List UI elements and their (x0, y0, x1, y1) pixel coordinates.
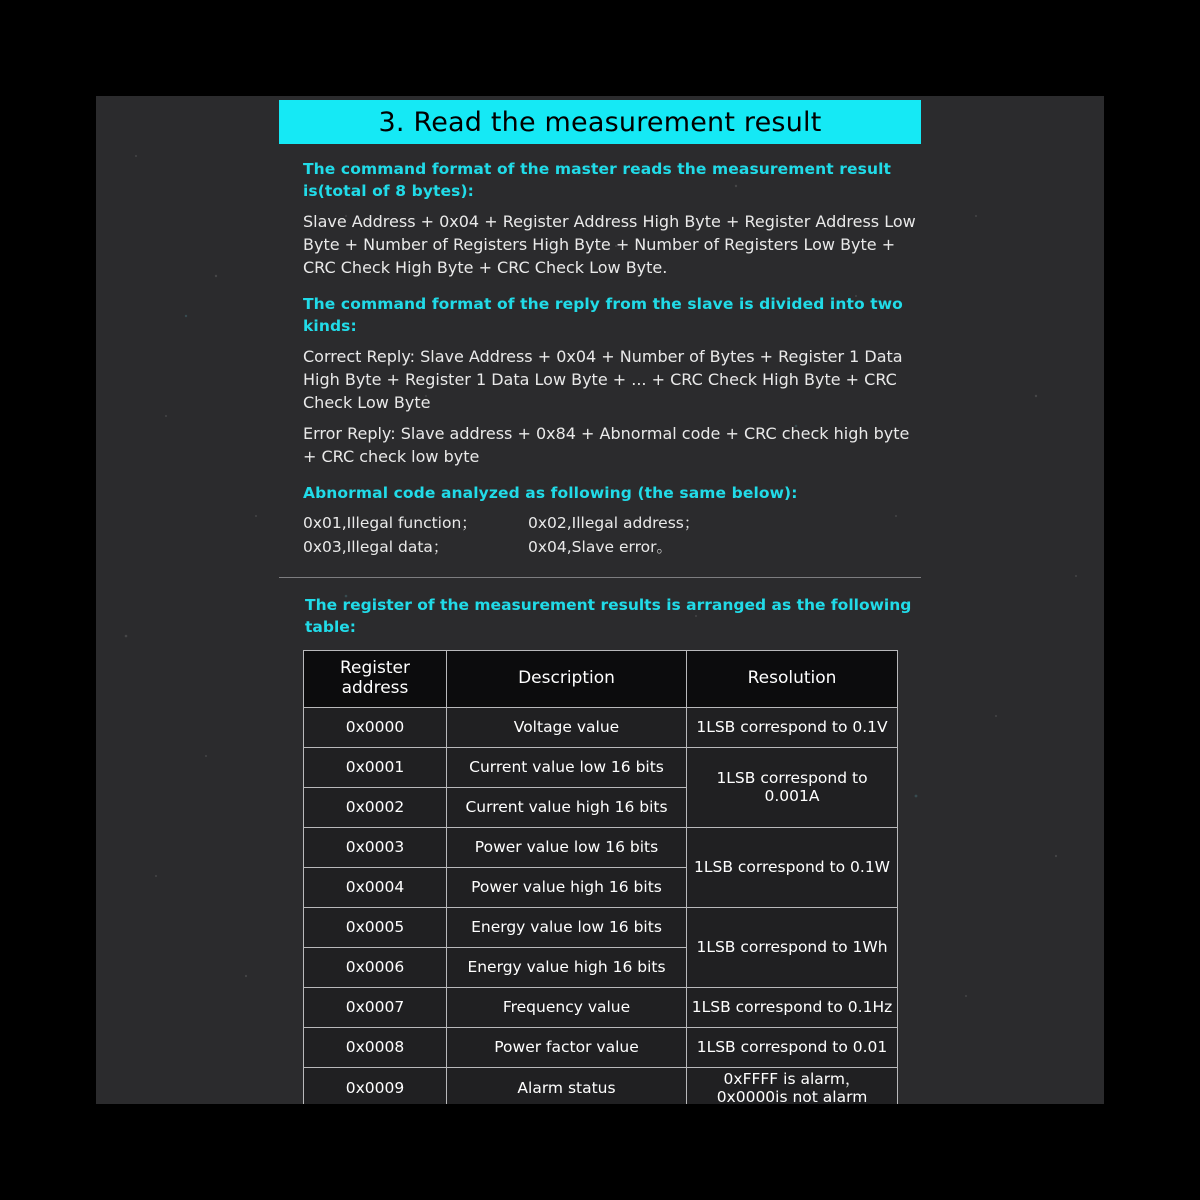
cell-register-address: 0x0009 (304, 1067, 447, 1104)
cell-description: Frequency value (447, 987, 687, 1027)
table-intro-text: The register of the measurement results is arranged as the following table: (305, 595, 912, 636)
cell-register-address: 0x0001 (304, 747, 447, 787)
abnormal-code-item: 0x04,Slave error。 (528, 537, 672, 556)
section-divider (279, 577, 921, 578)
page-title: 3. Read the measurement result (378, 106, 822, 138)
table-row (304, 707, 898, 747)
cell-register-address: 0x0002 (304, 787, 447, 827)
cell-register-address: 0x0007 (304, 987, 447, 1027)
abnormal-code-item: 0x02,Illegal address； (528, 514, 700, 533)
cell-description: Current value low 16 bits (447, 747, 687, 787)
register-table (303, 650, 898, 1104)
column-header-register-address: Register address (304, 650, 447, 707)
cell-resolution: 1LSB correspond to 0.1W (687, 827, 898, 907)
heading-master-command: The command format of the master reads the measurement result is(total of 8 bytes): (303, 160, 892, 200)
cell-register-address: 0x0008 (304, 1027, 447, 1067)
cell-register-address: 0x0000 (304, 707, 447, 747)
table-header-row (304, 650, 898, 707)
cell-register-address: 0x0006 (304, 947, 447, 987)
cell-description: Energy value low 16 bits (447, 907, 687, 947)
cell-description: Energy value high 16 bits (447, 947, 687, 987)
cell-resolution: 1LSB correspond to 0.001A (687, 747, 898, 827)
table-row (304, 1067, 898, 1104)
section-banner (279, 100, 921, 144)
table-row (304, 827, 898, 867)
cell-description: Power value low 16 bits (447, 827, 687, 867)
table-row (304, 987, 898, 1027)
cell-register-address: 0x0004 (304, 867, 447, 907)
cell-resolution: 1LSB correspond to 1Wh (687, 907, 898, 987)
heading-slave-reply: The command format of the reply from the slave is divided into two kinds: (303, 295, 903, 336)
cell-resolution: 0xFFFF is alarm， 0x0000is not alarm (687, 1067, 898, 1104)
cell-register-address: 0x0005 (304, 907, 447, 947)
paragraph-master-command: Slave Address + 0x04 + Register Address High Byte + Register Address Low Byte + Number of Registers High Byte + Number of Registers Low Byte + CRC Check High Byte + CRC Check Low Byte. (303, 212, 916, 278)
cell-description: Current value high 16 bits (447, 787, 687, 827)
cell-description: Voltage value (447, 707, 687, 747)
abnormal-code-list (303, 512, 917, 559)
heading-abnormal-code: Abnormal code analyzed as following (the same below): (303, 484, 798, 503)
abnormal-code-item: 0x03,Illegal data； (303, 537, 449, 556)
table-section (279, 594, 921, 638)
table-row (304, 1027, 898, 1067)
cell-resolution: 1LSB correspond to 0.1Hz (687, 987, 898, 1027)
cell-description: Power value high 16 bits (447, 867, 687, 907)
table-row (304, 907, 898, 947)
paragraph-correct-reply: Correct Reply: Slave Address + 0x04 + Number of Bytes + Register 1 Data High Byte + Register 1 Data Low Byte + ... + CRC Check High Byte + CRC Check Low Byte (303, 347, 903, 413)
cell-resolution: 1LSB correspond to 0.01 (687, 1027, 898, 1067)
cell-resolution: 1LSB correspond to 0.1V (687, 707, 898, 747)
cell-description: Power factor value (447, 1027, 687, 1067)
document-content (279, 100, 927, 1104)
abnormal-code-item: 0x01,Illegal function； (303, 514, 477, 533)
body-text (279, 158, 921, 559)
table-row (304, 747, 898, 787)
cell-register-address: 0x0003 (304, 827, 447, 867)
column-header-resolution: Resolution (687, 650, 898, 707)
document-panel (96, 96, 1104, 1104)
cell-description: Alarm status (447, 1067, 687, 1104)
column-header-description: Description (447, 650, 687, 707)
paragraph-error-reply: Error Reply: Slave address + 0x84 + Abnormal code + CRC check high byte + CRC check low byte (303, 424, 910, 467)
